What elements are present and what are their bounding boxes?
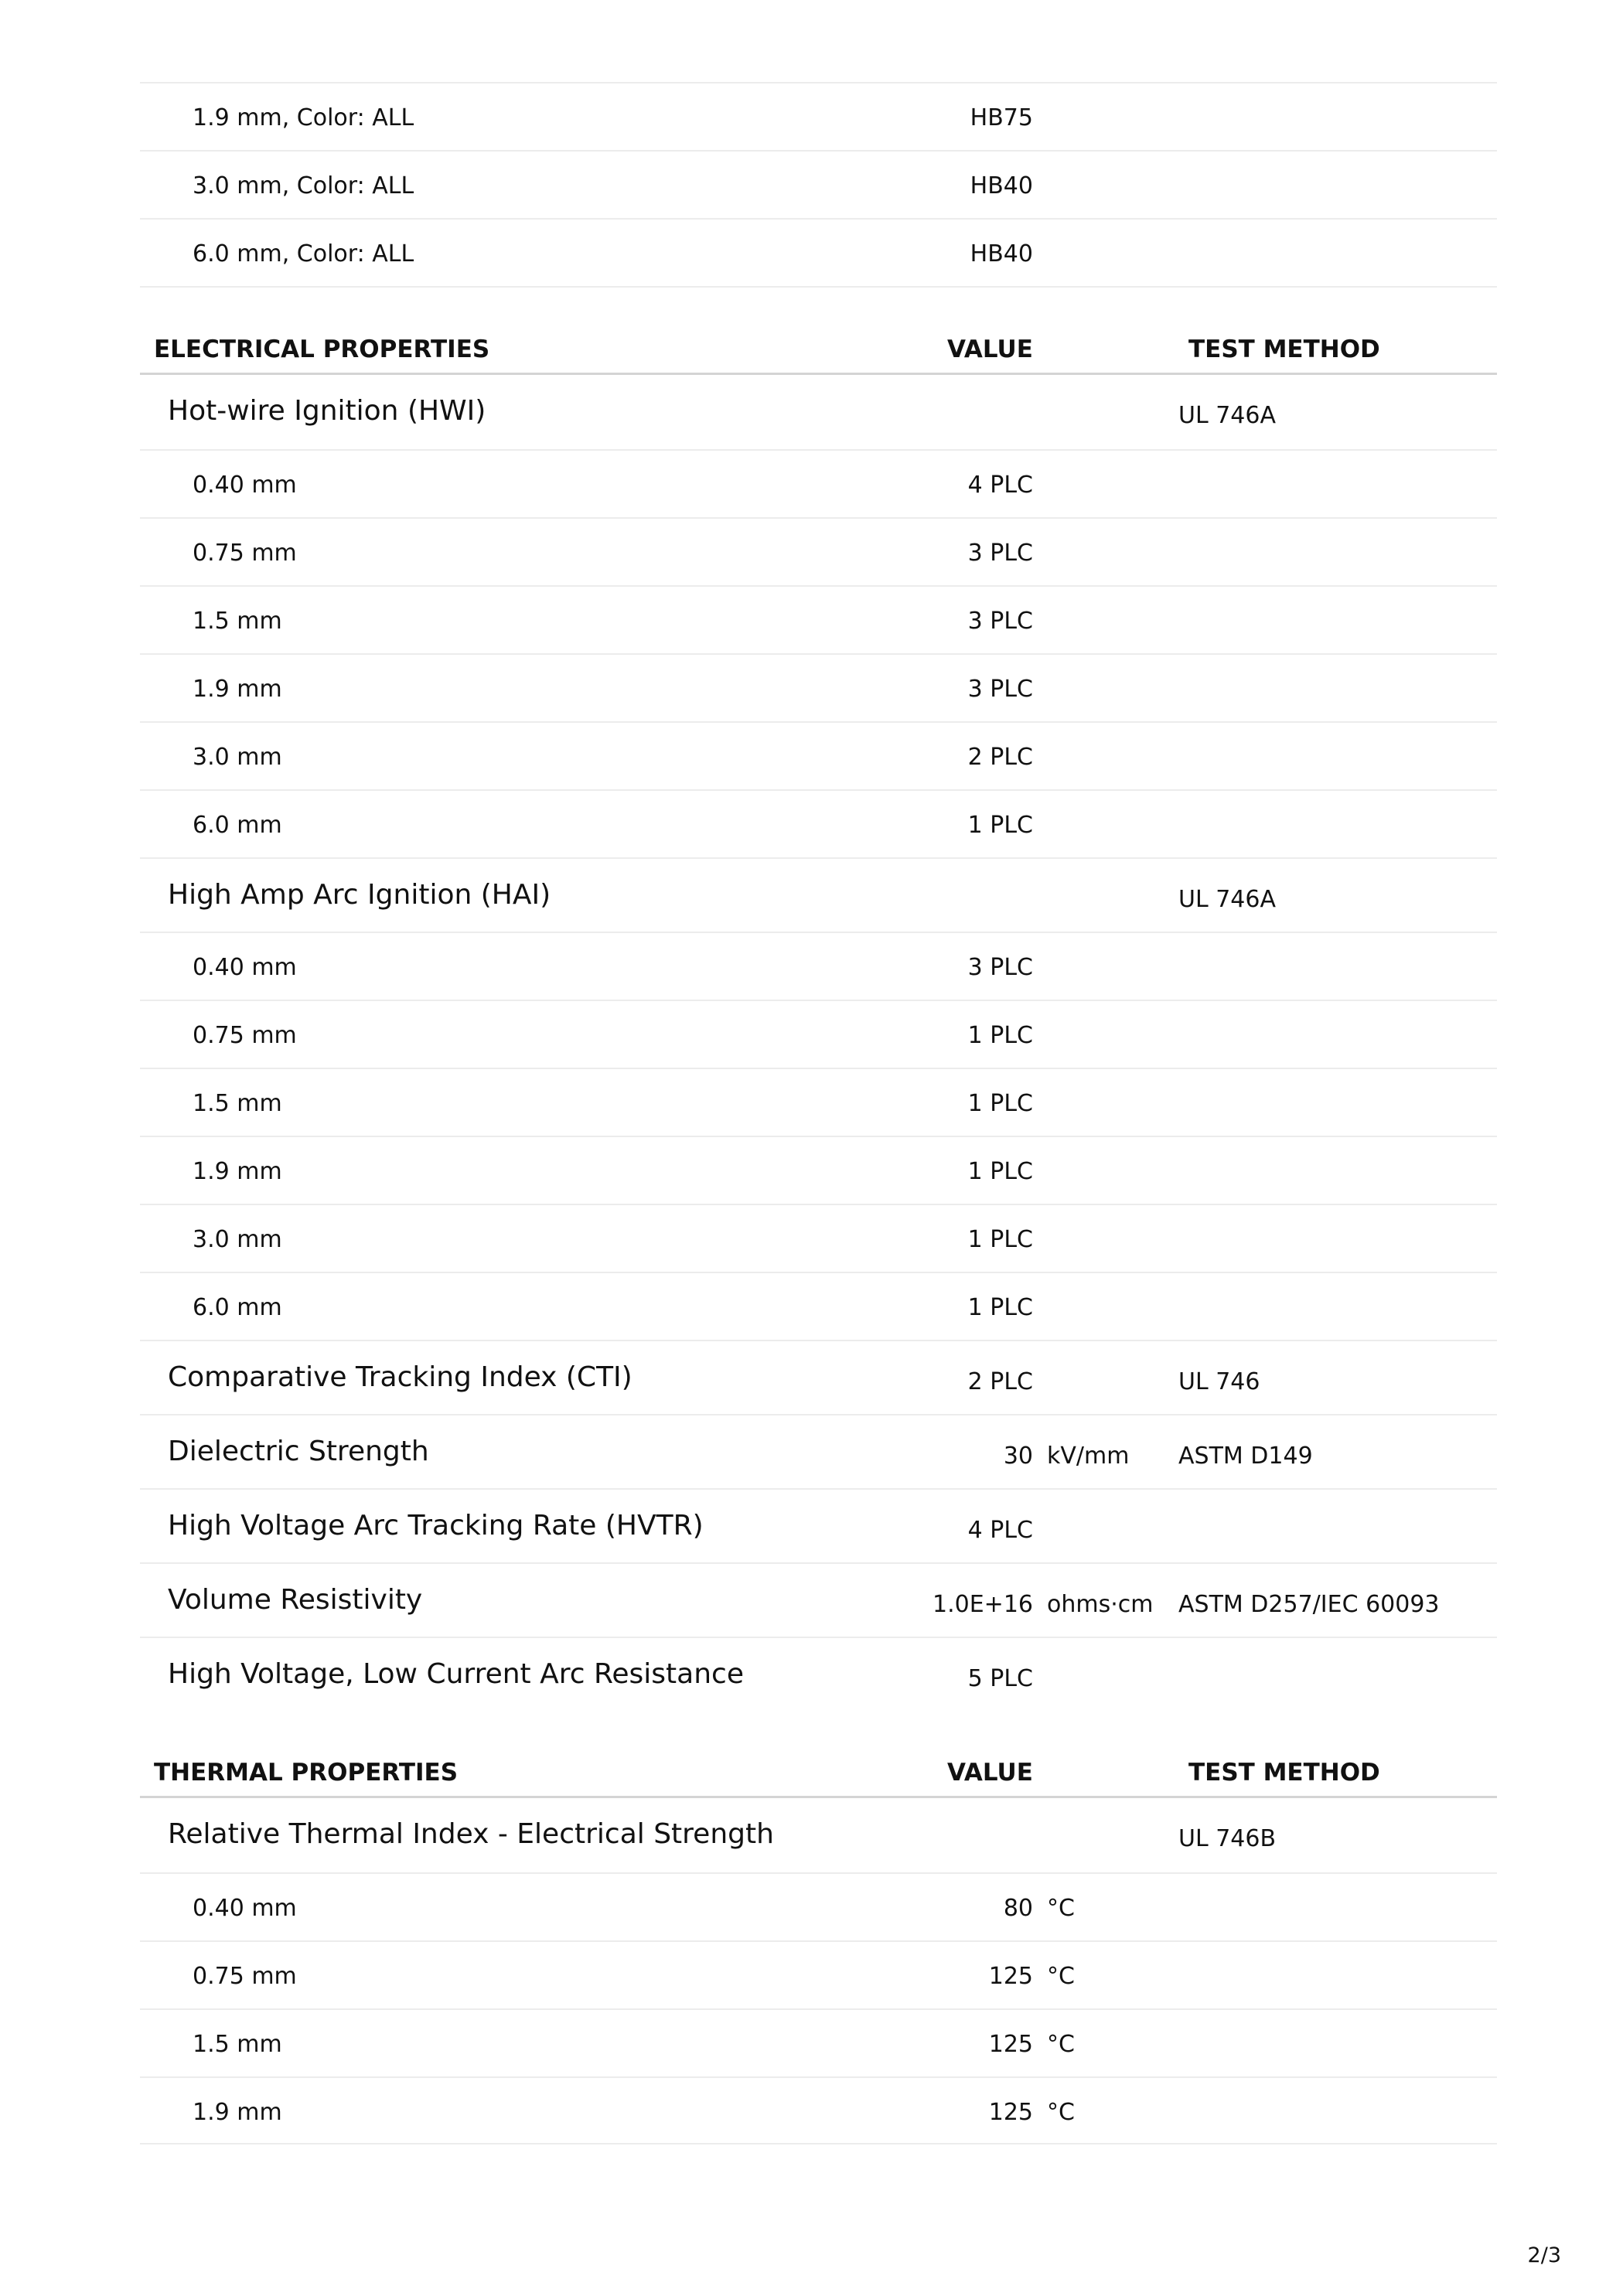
row-value: 3 PLC xyxy=(967,608,1033,635)
row-value: 1 PLC xyxy=(967,1226,1033,1253)
value-column-header: VALUE xyxy=(947,1759,1033,1787)
table-row xyxy=(140,932,1497,1000)
table-row xyxy=(140,2076,1497,2144)
property-unit: kV/mm xyxy=(1047,1443,1130,1470)
table-row xyxy=(140,789,1497,857)
property-label: High Voltage Arc Tracking Rate (HVTR) xyxy=(168,1510,704,1541)
row-value: 3 PLC xyxy=(967,676,1033,703)
test-method: UL 746A xyxy=(1178,402,1276,429)
row-label: 0.40 mm xyxy=(193,954,297,981)
property-row-cti xyxy=(140,1340,1497,1414)
thermal-properties-header xyxy=(140,1757,1497,1798)
property-row-volume-resistivity xyxy=(140,1562,1497,1637)
row-label: 1.9 mm, Color: ALL xyxy=(193,104,414,131)
property-row-hwi xyxy=(140,375,1497,449)
row-value: 125 xyxy=(988,1963,1033,1990)
property-row-dielectric-strength xyxy=(140,1414,1497,1488)
test-method: UL 746A xyxy=(1178,886,1276,913)
property-label: High Amp Arc Ignition (HAI) xyxy=(168,879,551,911)
page-number: 2/3 xyxy=(1527,2243,1561,2267)
test-method: UL 746 xyxy=(1178,1368,1260,1395)
row-label: 1.5 mm xyxy=(193,2031,282,2058)
table-row xyxy=(140,1204,1497,1272)
row-value: 1 PLC xyxy=(967,1022,1033,1049)
table-row xyxy=(140,1272,1497,1340)
property-label: High Voltage, Low Current Arc Resistance xyxy=(168,1658,744,1690)
row-label: 3.0 mm, Color: ALL xyxy=(193,172,414,199)
property-value: 30 xyxy=(1003,1443,1033,1470)
table-row xyxy=(140,585,1497,653)
test-method-column-header: TEST METHOD xyxy=(1188,336,1380,363)
section-title: THERMAL PROPERTIES xyxy=(154,1759,459,1787)
table-row xyxy=(140,721,1497,789)
row-label: 3.0 mm xyxy=(193,744,282,771)
property-label: Comparative Tracking Index (CTI) xyxy=(168,1361,632,1393)
property-label: Relative Thermal Index - Electrical Strength xyxy=(168,1818,774,1850)
row-value: 3 PLC xyxy=(967,540,1033,567)
row-value: HB40 xyxy=(970,172,1033,199)
row-value: 2 PLC xyxy=(967,744,1033,771)
row-value: 4 PLC xyxy=(967,472,1033,499)
property-label: Dielectric Strength xyxy=(168,1436,429,1467)
electrical-properties-header xyxy=(140,334,1497,375)
property-value: 1.0E+16 xyxy=(933,1591,1033,1618)
value-column-header: VALUE xyxy=(947,336,1033,363)
row-value: 3 PLC xyxy=(967,954,1033,981)
row-value: 125 xyxy=(988,2099,1033,2126)
row-unit: °C xyxy=(1047,1895,1075,1922)
property-value: 4 PLC xyxy=(967,1517,1033,1544)
property-row-arc-resistance xyxy=(140,1637,1497,1711)
row-label: 1.9 mm xyxy=(193,1158,282,1185)
row-label: 1.9 mm xyxy=(193,2099,282,2126)
property-label: Hot-wire Ignition (HWI) xyxy=(168,395,486,427)
table-row xyxy=(140,82,1497,150)
datasheet-page xyxy=(140,82,1497,2144)
row-value: 125 xyxy=(988,2031,1033,2058)
row-unit: °C xyxy=(1047,1963,1075,1990)
table-row xyxy=(140,2008,1497,2076)
row-label: 0.40 mm xyxy=(193,1895,297,1922)
test-method: UL 746B xyxy=(1178,1825,1277,1852)
row-value: 1 PLC xyxy=(967,812,1033,839)
section-divider xyxy=(140,286,1497,334)
row-label: 0.75 mm xyxy=(193,1022,297,1049)
table-row xyxy=(140,218,1497,286)
test-method: ASTM D149 xyxy=(1178,1443,1313,1470)
row-value: 1 PLC xyxy=(967,1294,1033,1321)
table-row xyxy=(140,653,1497,721)
property-row-hvtr xyxy=(140,1488,1497,1562)
table-row xyxy=(140,1136,1497,1204)
row-value: HB40 xyxy=(970,240,1033,267)
property-unit: ohms·cm xyxy=(1047,1591,1154,1618)
property-row-hai xyxy=(140,857,1497,932)
row-unit: °C xyxy=(1047,2031,1075,2058)
property-value: 5 PLC xyxy=(967,1665,1033,1692)
row-label: 0.75 mm xyxy=(193,540,297,567)
row-value: 1 PLC xyxy=(967,1090,1033,1117)
row-label: 6.0 mm, Color: ALL xyxy=(193,240,414,267)
property-label: Volume Resistivity xyxy=(168,1584,423,1616)
row-value: HB75 xyxy=(970,104,1033,131)
table-row xyxy=(140,1068,1497,1136)
property-value: 2 PLC xyxy=(967,1368,1033,1395)
table-row xyxy=(140,1940,1497,2008)
section-title: ELECTRICAL PROPERTIES xyxy=(154,336,490,363)
row-unit: °C xyxy=(1047,2099,1075,2126)
row-value: 1 PLC xyxy=(967,1158,1033,1185)
row-value: 80 xyxy=(1003,1895,1033,1922)
table-row xyxy=(140,150,1497,218)
property-row-rti xyxy=(140,1798,1497,1872)
test-method: ASTM D257/IEC 60093 xyxy=(1178,1591,1440,1618)
table-row xyxy=(140,517,1497,585)
row-label: 3.0 mm xyxy=(193,1226,282,1253)
row-label: 0.75 mm xyxy=(193,1963,297,1990)
table-row xyxy=(140,449,1497,517)
table-row xyxy=(140,1000,1497,1068)
section-divider xyxy=(140,1711,1497,1757)
row-label: 6.0 mm xyxy=(193,1294,282,1321)
row-label: 1.5 mm xyxy=(193,1090,282,1117)
table-row xyxy=(140,1872,1497,1940)
test-method-column-header: TEST METHOD xyxy=(1188,1759,1380,1787)
row-label: 1.9 mm xyxy=(193,676,282,703)
row-label: 6.0 mm xyxy=(193,812,282,839)
row-label: 1.5 mm xyxy=(193,608,282,635)
row-label: 0.40 mm xyxy=(193,472,297,499)
